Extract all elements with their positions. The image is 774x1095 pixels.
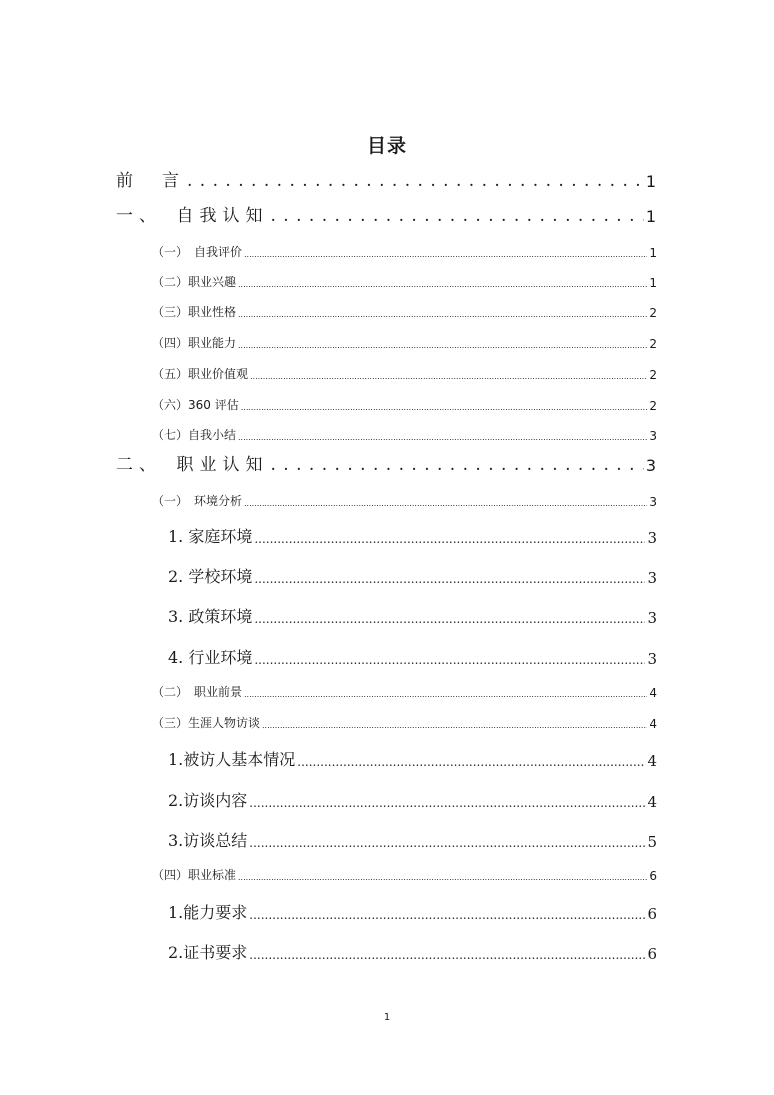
dot-leader <box>244 495 647 509</box>
toc-entry-page: 3 <box>649 495 657 509</box>
toc-entry-page: 2 <box>649 337 657 351</box>
dot-leader <box>249 792 645 811</box>
toc-entry-self-cognition[interactable] <box>116 201 657 226</box>
dot-leader <box>262 717 647 731</box>
dot-leader <box>238 306 647 320</box>
toc-entry-page: 6 <box>647 905 657 923</box>
toc-entry-label: （六）360 评估 <box>152 398 239 412</box>
toc-entry-career-prospects[interactable] <box>152 683 657 700</box>
toc-entry-label: 2.访谈内容 <box>168 791 248 810</box>
dot-leader <box>187 171 644 191</box>
dot-leader <box>238 276 647 290</box>
toc-entry-label: （二）职业兴趣 <box>152 275 237 289</box>
toc-entry-page: 3 <box>647 650 657 668</box>
dot-leader <box>254 608 645 627</box>
toc-entry-label: 4. 行业环境 <box>168 648 253 667</box>
dot-leader <box>244 246 647 260</box>
toc-entry-career-standards[interactable] <box>152 866 657 883</box>
toc-entry-page: 1 <box>645 207 657 226</box>
toc-entry-label: 2. 学校环境 <box>168 567 253 586</box>
toc-entry-page: 2 <box>649 306 657 320</box>
toc-entry-page: 3 <box>647 569 657 587</box>
dot-leader <box>249 904 645 923</box>
toc-entry-school-environment[interactable] <box>168 564 657 587</box>
dot-leader <box>244 686 647 700</box>
toc-entry-certificate-requirements[interactable] <box>168 940 657 963</box>
toc-entry-page: 2 <box>649 399 657 413</box>
toc-entry-label: 二、 职业认知 <box>116 455 269 475</box>
toc-entry-page: 3 <box>647 609 657 627</box>
toc-entry-family-environment[interactable] <box>168 524 657 547</box>
toc-entry-label: （四）职业能力 <box>152 336 237 350</box>
toc-entry-label: （一） 自我评价 <box>152 245 243 259</box>
toc-title: 目录 <box>366 135 407 157</box>
toc-entry-page: 6 <box>647 945 657 963</box>
toc-entry-label: 3.访谈总结 <box>168 831 248 850</box>
toc-entry-label: 2.证书要求 <box>168 943 248 962</box>
toc-entry-policy-environment[interactable] <box>168 604 657 627</box>
toc-entry-label: （五）职业价值观 <box>152 367 249 381</box>
toc-entry-label: （三）生涯人物访谈 <box>152 716 261 730</box>
toc-entry-interview-content[interactable] <box>168 788 657 811</box>
toc-entry-page: 4 <box>647 752 657 770</box>
dot-leader <box>271 206 644 226</box>
toc-entry-label: 1.被访人基本情况 <box>168 750 296 769</box>
dot-leader <box>249 944 645 963</box>
toc-entry-label: 一、 自我认知 <box>116 206 269 226</box>
toc-entry-label: 3. 政策环境 <box>168 607 253 626</box>
toc-entry-label: （一） 环境分析 <box>152 494 243 508</box>
toc-entry-page: 3 <box>645 456 657 475</box>
toc-entry-label: （二） 职业前景 <box>152 685 243 699</box>
dot-leader <box>241 399 648 413</box>
toc-entry-label: （七）自我小结 <box>152 428 237 442</box>
toc-entry-preface[interactable] <box>116 166 657 191</box>
toc-entry-page: 2 <box>649 368 657 382</box>
toc-entry-page: 3 <box>647 529 657 547</box>
toc-entry-self-summary[interactable] <box>152 426 657 443</box>
toc-entry-career-values[interactable] <box>152 365 657 382</box>
toc-entry-360-evaluation[interactable] <box>152 396 657 413</box>
toc-entry-page: 4 <box>649 686 657 700</box>
toc-entry-label: 1.能力要求 <box>168 903 248 922</box>
dot-leader <box>254 528 645 547</box>
toc-entry-label: 前 言 <box>116 171 185 191</box>
dot-leader <box>297 751 645 770</box>
dot-leader <box>238 429 647 443</box>
toc-entry-page: 4 <box>647 793 657 811</box>
toc-entry-page: 6 <box>649 869 657 883</box>
dot-leader <box>238 337 647 351</box>
toc-entry-career-cognition[interactable] <box>116 450 657 475</box>
toc-entry-environment-analysis[interactable] <box>152 492 657 509</box>
toc-entry-label: 1. 家庭环境 <box>168 527 253 546</box>
toc-entry-page: 1 <box>649 276 657 290</box>
toc-entry-page: 3 <box>649 429 657 443</box>
dot-leader <box>250 368 647 382</box>
toc-entry-page: 5 <box>647 833 657 851</box>
toc-entry-page: 1 <box>649 246 657 260</box>
toc-entry-self-evaluation[interactable] <box>152 243 657 260</box>
toc-entry-label: （四）职业标准 <box>152 868 237 882</box>
dot-leader <box>238 869 647 883</box>
dot-leader <box>254 568 645 587</box>
toc-entry-career-interview[interactable] <box>152 714 657 731</box>
dot-leader <box>271 455 644 475</box>
toc-entry-page: 1 <box>645 172 657 191</box>
toc-entry-industry-environment[interactable] <box>168 645 657 668</box>
toc-entry-career-ability[interactable] <box>152 334 657 351</box>
page-number: 1 <box>383 1012 391 1023</box>
dot-leader <box>254 649 645 668</box>
dot-leader <box>249 832 645 851</box>
toc-entry-page: 4 <box>649 717 657 731</box>
toc-entry-career-personality[interactable] <box>152 303 657 320</box>
toc-entry-label: （三）职业性格 <box>152 305 237 319</box>
toc-entry-interview-summary[interactable] <box>168 828 657 851</box>
toc-entry-ability-requirements[interactable] <box>168 900 657 923</box>
toc-entry-interviewee-info[interactable] <box>168 747 657 770</box>
toc-entry-career-interest[interactable] <box>152 273 657 290</box>
